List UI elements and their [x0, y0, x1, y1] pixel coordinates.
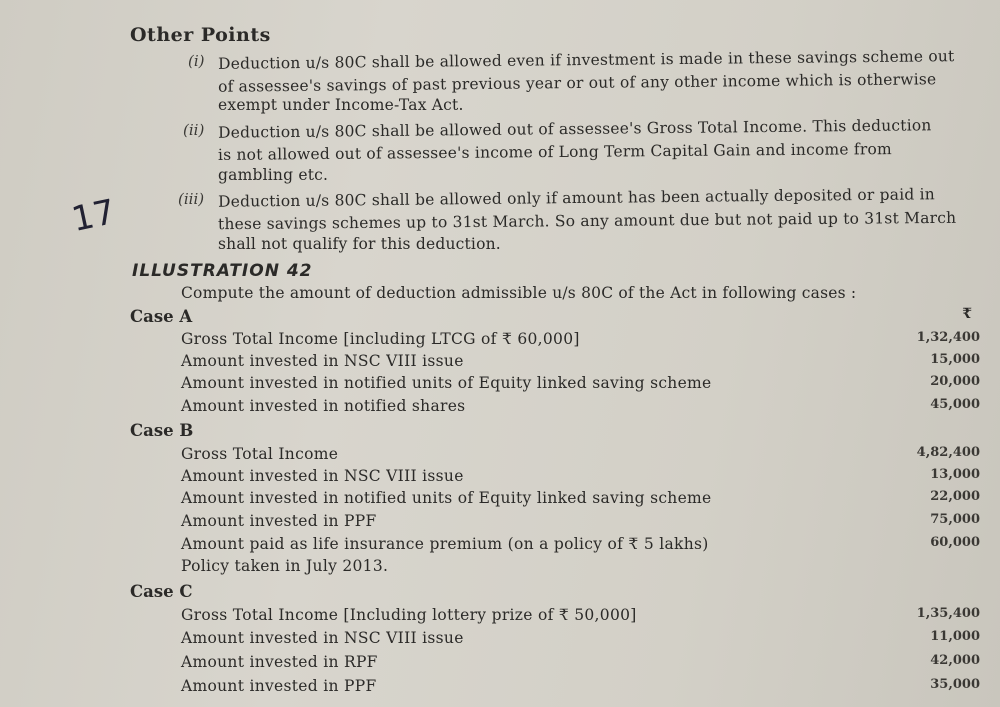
case-item: Amount invested in PPF [181, 677, 377, 695]
point-number: (ii) [183, 121, 205, 139]
case-item: Amount invested in NSC VIII issue [181, 629, 464, 647]
point-line: Deduction u/s 80C shall be allowed even if investment is made in these savings scheme out [217, 47, 955, 73]
point-line: shall not qualify for this deduction. [218, 235, 501, 253]
case-item: Amount invested in notified units of Equity linked saving scheme [181, 489, 712, 507]
case-amount: 13,000 [930, 467, 980, 482]
illustration-title: ILLUSTRATION 42 [132, 261, 313, 281]
point-line: of assessee's savings of past previous year or out of any other income which is otherwise [217, 70, 937, 96]
case-label: Case B [130, 421, 194, 440]
case-item: Gross Total Income [181, 445, 339, 463]
point-line: Deduction u/s 80C shall be allowed out of assessee's Gross Total Income. This deduction [217, 116, 932, 142]
point-line: these savings schemes up to 31st March. So any amount due but not paid up to 31st March [217, 208, 957, 234]
case-item: Amount invested in notified units of Equity linked saving scheme [181, 374, 712, 392]
currency-column-header: ₹ [962, 306, 972, 322]
case-amount: 20,000 [930, 374, 980, 389]
case-item: Amount invested in notified shares [181, 397, 466, 415]
point-number: (iii) [178, 190, 205, 208]
case-amount: 42,000 [930, 653, 980, 668]
case-label: Case A [130, 307, 193, 326]
case-amount: 22,000 [930, 489, 980, 504]
case-amount: 1,32,400 [916, 330, 980, 345]
point-line: is not allowed out of assessee's income of Long Term Capital Gain and income from [217, 140, 892, 164]
case-item: Amount invested in NSC VIII issue [181, 467, 464, 485]
case-amount: 15,000 [930, 352, 980, 367]
case-amount: 35,000 [930, 677, 980, 692]
case-amount: 60,000 [930, 535, 980, 550]
case-item: Gross Total Income [including LTCG of ₹ 60,000] [181, 330, 580, 348]
case-item: Amount invested in RPF [181, 653, 378, 671]
illustration-intro: Compute the amount of deduction admissible u/s 80C of the Act in following cases : [181, 284, 857, 302]
case-item: Policy taken in July 2013. [181, 557, 389, 575]
case-item: Amount invested in NSC VIII issue [181, 352, 464, 370]
case-amount: 1,35,400 [916, 606, 980, 621]
point-number: (i) [188, 52, 205, 70]
case-item: Gross Total Income [Including lottery prize of ₹ 50,000] [181, 606, 637, 624]
case-item: Amount paid as life insurance premium (on a policy of ₹ 5 lakhs) [181, 535, 709, 553]
point-line: exempt under Income-Tax Act. [218, 96, 464, 114]
case-amount: 75,000 [930, 512, 980, 527]
case-item: Amount invested in PPF [181, 512, 377, 530]
point-line: Deduction u/s 80C shall be allowed only if amount has been actually deposited or paid in [217, 185, 936, 211]
point-line: gambling etc. [218, 166, 329, 184]
case-amount: 11,000 [930, 629, 980, 644]
case-amount: 45,000 [930, 397, 980, 412]
section-heading: Other Points [130, 24, 271, 46]
case-label: Case C [130, 582, 193, 601]
case-amount: 4,82,400 [916, 445, 980, 460]
handwritten-margin-note: 17 [68, 191, 119, 241]
